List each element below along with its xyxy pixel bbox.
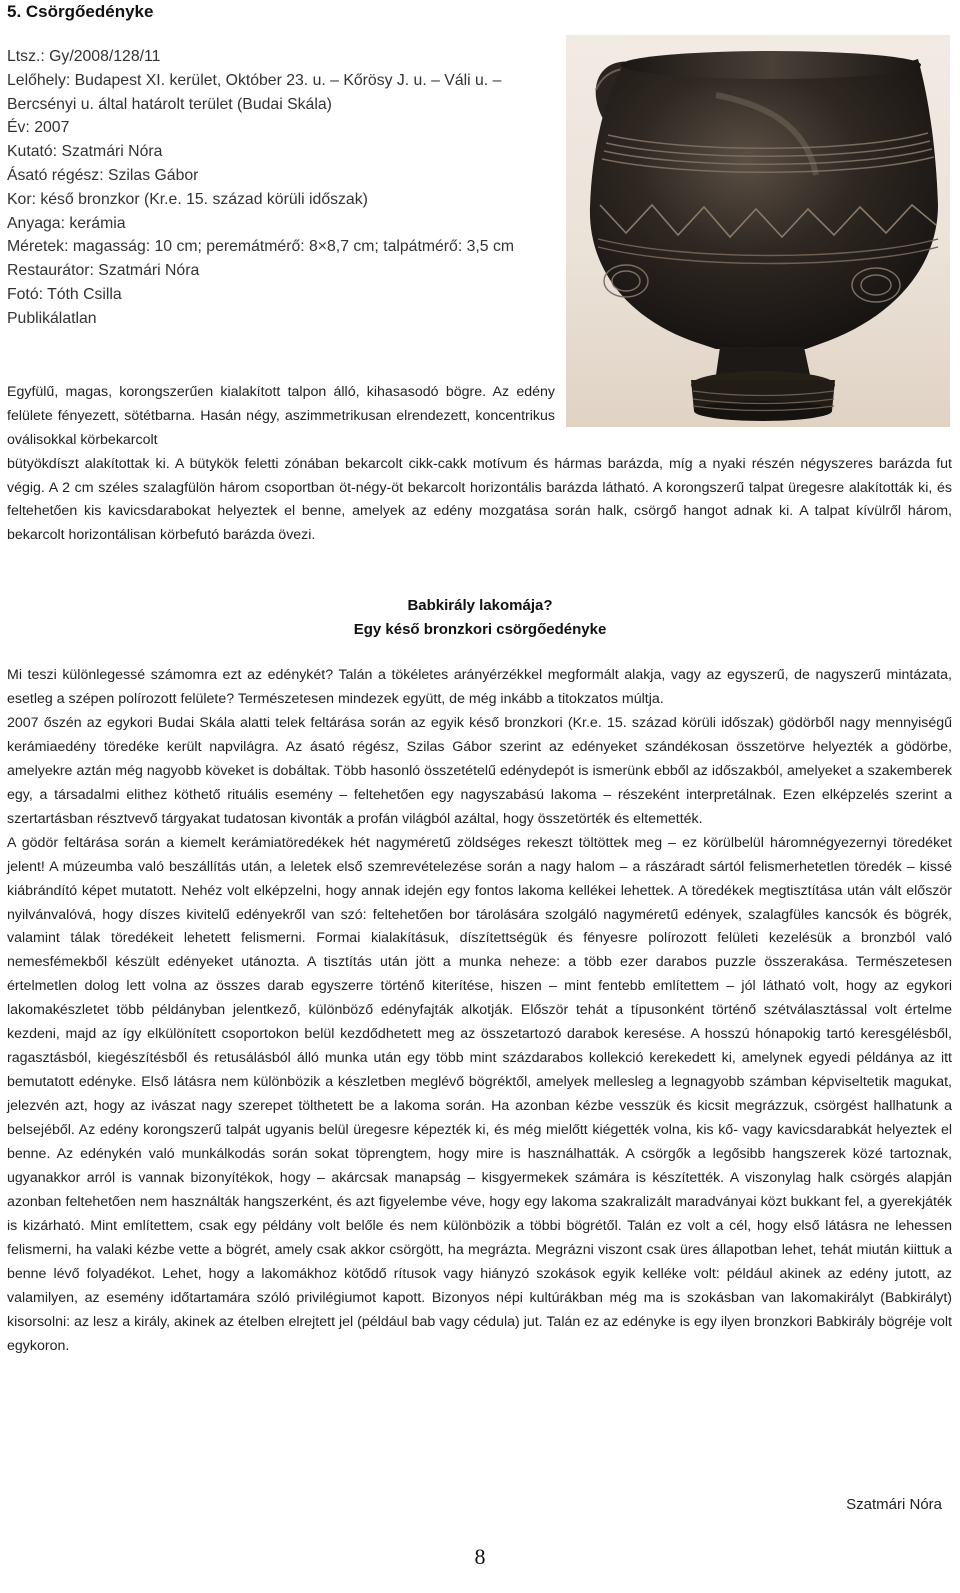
description-second-part: bütyökdíszt alakítottak ki. A bütykök feletti zónában bekarcolt cikk-cakk motívum és hármas barázda, míg a nyaki részén négyszeres barázda fut végig. A 2 cm széles szalagfülön három csoportban öt-négy-öt bekarcolt horizontális barázda látható. A korongszerű talpat üregesre alakították ki, és feltehetően kis kavicsdarabokat helyeztek el benne, amelyek az edény mozgatása során halk, csörgő hangot adnak ki. A talpat kívülről három, bekarcolt horizontálisan körbefutó barázda övezi. xyxy=(7,456,952,543)
paragraph-2: 2007 őszén az egykori Budai Skála alatti telek feltárása során az egyik késő bronzkori (Kr.e. 15. század körüli időszak) gödörből nagy mennyiségű kerámiaedény töredéke került napvilágra. Az ásató régész, Szilas Gábor szerint az edényeket szándékosan összetörve helyezték a gödörbe, amelyekre aztán még nagyobb köveket is dobáltak. Több hasonló összetételű edénydepót is ismerünk ebből az időszakból, amelyeket a szakemberek egy, a társadalmi elithez köthető rituális esemény – feltehetően egy nagyszabású lakoma – részeként interpretálnak. Ezen elképzelés szerint a szertartásban résztvevő tárgyakat tudatosan kivonták a profán világból azáltal, hogy összetörték és eltemették. xyxy=(7,714,952,827)
article-author: Szatmári Nóra xyxy=(846,1496,942,1513)
catalog-metadata xyxy=(7,45,557,331)
restorer: Restaurátor: Szatmári Nóra xyxy=(7,262,200,280)
page-number: 8 xyxy=(474,1544,486,1569)
rattle-cup-image xyxy=(566,35,950,427)
researcher: Kutató: Szatmári Nóra xyxy=(7,143,163,161)
page-title: 5. Csörgőedényke xyxy=(7,2,154,21)
article-title: Babkirály lakomája? xyxy=(407,597,553,614)
paragraph-1: Mi teszi különlegessé számomra ezt az edénykét? Talán a tökéletes arányérzékkel megformált alakja, vagy az egyszerű, de nagyszerű mintázata, esetleg a szépen polírozott felülete? Természetesen mindezek együtt, de még inkább a titokzatos múltja. xyxy=(7,667,952,707)
article-heading xyxy=(0,594,960,642)
photographer: Fotó: Tóth Csilla xyxy=(7,285,122,303)
pottery-photo xyxy=(566,35,950,427)
description-first-part: Egyfülű, magas, korongszerűen kialakított talpon álló, kihasasodó bögre. Az edény felülete fényezett, sötétbarna. Hasán négy, aszimmetrikusan elrendezett, koncentrikus oválisokkal körbekarcolt xyxy=(7,384,555,448)
excavator: Ásató régész: Szilas Gábor xyxy=(7,166,199,184)
inventory-number: Ltsz.: Gy/2008/128/11 xyxy=(7,48,161,65)
paragraph-3: A gödör feltárása során a kiemelt kerámiatöredékek hét nagyméretű zöldséges rekeszt töltöttek meg – ez körülbelül háromnégyezernyi töredéket jelent! A múzeumba való beszállítás után, a leletek első szemrevételezése során a nagy halom – a rászáradt sártól felismerhetetlen töredék – kissé kiábrándító képet mutatott. Nehéz volt elképzelni, hogy annak idején egy fontos lakoma kellékei lehettek. A töredékek megtisztítása után vált először nyilvánvalóvá, hogy díszes kivitelű edényekről van szó: feltehetően bor tárolására szolgáló nagyméretű edények, szalagfüles kancsók és bögrék, valamint tálak töredékeit lehetett felismerni. Formai kialakításuk, díszítettségük és fényesre polírozott felületi kezelésük a bronzból való nemesfémekből készült edényeket utánozta. A tisztítás után jött a munka neheze: a több ezer darabos puzzle összerakása. Természetesen értelmetlen dolog lett volna az összes darab egyszerre történő kiterítése, hiszen – mint fentebb említettem – jól látható volt, hogy az egykori lakomakészletet több példányban jelentkező, különböző edényfajták alkotják. Először tehát a típusonként történő szétválasztással volt értelme kezdeni, majd az így elkülönített csoportokon belül kezdődhetett meg az összetartozó darabok keresése. A hosszú hónapokig tartó keresgélésből, ragasztásból, kiegészítésből és retusálásból álló munka után egy több mint százdarabos kollekció kerekedett ki, amelynek egyedi példánya az itt bemutatott edényke. Első látásra nem különbözik a készletben meglévő bögréktől, amelyek mellesleg a legnagyobb számban képviseltetik magukat, jelezvén azt, hogy az ivászat nagy szerepet tölthetett be a lakoma során. Ha azonban kézbe vesszük és kicsit megrázzuk, csörgést hallhatunk a belsejéből. Az edény korongszerű talpát ugyanis belül üregesre képezték ki, és még mielőtt kiégették volna, kis kő- vagy kavicsdarabkát helyeztek el benne. Az edénykén való munkálkodás során sokat töprengtem, hogy mire is használhatták. A csörgők a legősibb hangszerek közé tartoznak, ugyanakkor arról is vannak bizonyítékok, hogy – akárcsak manapság – kisgyermekek számára is készítették. A viszonylag halk csörgés alapján azonban feltehetően nem használták hangszerként, és azt figyelembe véve, hogy egy lakoma szakralizált maradványai közt bukkant fel, a gyerekjáték is kizárható. Mint említettem, csak egy példány volt belőle és nem különbözik a többi bögrétől. Talán ez volt a cél, hogy első látásra ne lehessen felismerni, ha valaki kézbe vette a bögrét, amely csak akkor csörgött, ha megrázta. Megrázni viszont csak üres állapotban lehet, tehát miután kiittuk a benne lévő folyadékot. Lehet, hogy a lakomákhoz kötődő rítusok vagy hiányzó szokások egyik kelléke volt: például akinek az edény jutott, az valamilyen, az esemény időtartamára szóló privilégiumot kapott. Bizonyos népi kultúrákban még ma is szokásban van lakomakirályt (Babkirályt) kisorsolni: az lesz a király, akinek az ételben elrejtett jel (például bab vagy cédula) jut. Talán ez az edényke is egy ilyen bronzkori Babkirály bögréje volt egykoron. xyxy=(7,834,952,1354)
object-description-full xyxy=(7,453,952,547)
site-location: Lelőhely: Budapest XI. kerület, Október 23. u. – Kőrösy J. u. – Váli u. – Bercsényi u. által határolt terület (Budai Skála) xyxy=(7,71,502,113)
publication-status: Publikálatlan xyxy=(7,309,97,327)
object-description-intro xyxy=(7,381,555,452)
material: Anyaga: kerámia xyxy=(7,214,126,232)
article-subtitle: Egy késő bronzkori csörgőedényke xyxy=(353,621,607,638)
year: Év: 2007 xyxy=(7,119,70,137)
dimensions: Méretek: magasság: 10 cm; peremátmérő: 8×8,7 cm; talpátmérő: 3,5 cm xyxy=(7,238,515,256)
period: Kor: késő bronzkor (Kr.e. 15. század körüli időszak) xyxy=(7,190,368,208)
article-body xyxy=(7,664,952,1359)
